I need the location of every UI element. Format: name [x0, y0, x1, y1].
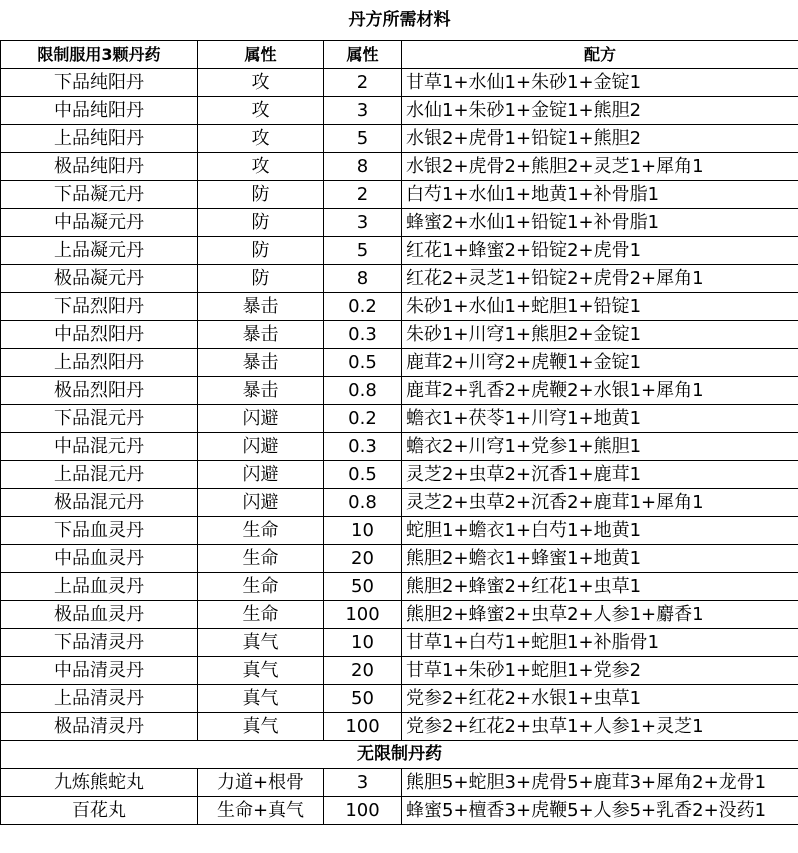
- recipe-cell: 熊胆5+蛇胆3+虎骨5+鹿茸3+犀角2+龙骨1: [402, 769, 798, 797]
- pill-name-cell: 上品纯阳丹: [1, 125, 198, 153]
- table-row: [1, 237, 798, 265]
- pill-name-cell: 中品血灵丹: [1, 545, 198, 573]
- header-recipe: 配方: [402, 41, 798, 69]
- pill-name-cell: 上品清灵丹: [1, 685, 198, 713]
- table-row: [1, 181, 798, 209]
- attribute-value-cell: 2: [324, 181, 402, 209]
- attribute-cell: 真气: [198, 685, 324, 713]
- attribute-cell: 闪避: [198, 405, 324, 433]
- attribute-value-cell: 8: [324, 153, 402, 181]
- attribute-value-cell: 20: [324, 657, 402, 685]
- attribute-value-cell: 5: [324, 237, 402, 265]
- attribute-cell: 攻: [198, 153, 324, 181]
- attribute-cell: 生命: [198, 517, 324, 545]
- attribute-cell: 闪避: [198, 489, 324, 517]
- pill-name-cell: 百花丸: [1, 797, 198, 825]
- table-row: [1, 657, 798, 685]
- attribute-value-cell: 100: [324, 601, 402, 629]
- recipe-cell: 蛇胆1+蟾衣1+白芍1+地黄1: [402, 517, 798, 545]
- attribute-value-cell: 8: [324, 265, 402, 293]
- pill-name-cell: 上品凝元丹: [1, 237, 198, 265]
- pill-name-cell: 下品清灵丹: [1, 629, 198, 657]
- recipe-cell: 白芍1+水仙1+地黄1+补骨脂1: [402, 181, 798, 209]
- pill-name-cell: 中品纯阳丹: [1, 97, 198, 125]
- header-name: 限制服用3颗丹药: [1, 41, 198, 69]
- table-row: [1, 461, 798, 489]
- attribute-cell: 闪避: [198, 433, 324, 461]
- table-row: [1, 405, 798, 433]
- attribute-cell: 攻: [198, 97, 324, 125]
- attribute-value-cell: 50: [324, 573, 402, 601]
- attribute-cell: 防: [198, 209, 324, 237]
- pill-name-cell: 中品烈阳丹: [1, 321, 198, 349]
- table-row: [1, 489, 798, 517]
- attribute-cell: 暴击: [198, 321, 324, 349]
- attribute-value-cell: 20: [324, 545, 402, 573]
- attribute-cell: 防: [198, 181, 324, 209]
- pill-name-cell: 极品清灵丹: [1, 713, 198, 741]
- attribute-value-cell: 50: [324, 685, 402, 713]
- table-row: [1, 321, 798, 349]
- table-row: [1, 293, 798, 321]
- attribute-value-cell: 0.3: [324, 321, 402, 349]
- table-row: [1, 349, 798, 377]
- attribute-cell: 力道+根骨: [198, 769, 324, 797]
- table-row: [1, 601, 798, 629]
- attribute-cell: 闪避: [198, 461, 324, 489]
- recipe-cell: 蟾衣1+茯苓1+川穹1+地黄1: [402, 405, 798, 433]
- attribute-cell: 暴击: [198, 349, 324, 377]
- recipe-cell: 鹿茸2+川穹2+虎鞭1+金锭1: [402, 349, 798, 377]
- pill-name-cell: 中品清灵丹: [1, 657, 198, 685]
- header-row: [1, 41, 798, 69]
- attribute-value-cell: 0.5: [324, 461, 402, 489]
- attribute-value-cell: 0.2: [324, 293, 402, 321]
- attribute-cell: 攻: [198, 69, 324, 97]
- attribute-value-cell: 0.8: [324, 377, 402, 405]
- attribute-cell: 生命: [198, 573, 324, 601]
- attribute-cell: 防: [198, 237, 324, 265]
- attribute-value-cell: 5: [324, 125, 402, 153]
- table-row: [1, 545, 798, 573]
- attribute-value-cell: 3: [324, 209, 402, 237]
- pill-name-cell: 极品血灵丹: [1, 601, 198, 629]
- attribute-cell: 暴击: [198, 293, 324, 321]
- header-value: 属性: [324, 41, 402, 69]
- recipe-cell: 熊胆2+蟾衣1+蜂蜜1+地黄1: [402, 545, 798, 573]
- attribute-value-cell: 0.5: [324, 349, 402, 377]
- table-row: [1, 125, 798, 153]
- pill-name-cell: 下品混元丹: [1, 405, 198, 433]
- title-row: [1, 0, 798, 41]
- recipe-cell: 熊胆2+蜂蜜2+虫草2+人参1+麝香1: [402, 601, 798, 629]
- attribute-cell: 暴击: [198, 377, 324, 405]
- recipe-cell: 朱砂1+水仙1+蛇胆1+铅锭1: [402, 293, 798, 321]
- recipe-cell: 灵芝2+虫草2+沉香1+鹿茸1: [402, 461, 798, 489]
- pill-name-cell: 极品纯阳丹: [1, 153, 198, 181]
- recipe-cell: 红花1+蜂蜜2+铅锭2+虎骨1: [402, 237, 798, 265]
- table-row: [1, 573, 798, 601]
- recipe-cell: 灵芝2+虫草2+沉香2+鹿茸1+犀角1: [402, 489, 798, 517]
- table-row: [1, 769, 798, 797]
- attribute-cell: 真气: [198, 657, 324, 685]
- pill-name-cell: 上品烈阳丹: [1, 349, 198, 377]
- attribute-value-cell: 100: [324, 713, 402, 741]
- pill-name-cell: 下品烈阳丹: [1, 293, 198, 321]
- pill-name-cell: 上品混元丹: [1, 461, 198, 489]
- unlimited-section-label: 无限制丹药: [1, 741, 798, 769]
- table-row: [1, 433, 798, 461]
- table-row: [1, 69, 798, 97]
- pill-name-cell: 极品凝元丹: [1, 265, 198, 293]
- section-row: [1, 741, 798, 769]
- attribute-value-cell: 3: [324, 97, 402, 125]
- pill-name-cell: 极品烈阳丹: [1, 377, 198, 405]
- table-row: [1, 517, 798, 545]
- pill-name-cell: 中品凝元丹: [1, 209, 198, 237]
- recipe-cell: 水银2+虎骨2+熊胆2+灵芝1+犀角1: [402, 153, 798, 181]
- table-row: [1, 209, 798, 237]
- recipe-cell: 水仙1+朱砂1+金锭1+熊胆2: [402, 97, 798, 125]
- attribute-cell: 生命: [198, 545, 324, 573]
- pill-name-cell: 极品混元丹: [1, 489, 198, 517]
- attribute-cell: 真气: [198, 713, 324, 741]
- recipe-cell: 甘草1+水仙1+朱砂1+金锭1: [402, 69, 798, 97]
- recipe-cell: 鹿茸2+乳香2+虎鞭2+水银1+犀角1: [402, 377, 798, 405]
- attribute-cell: 防: [198, 265, 324, 293]
- recipe-cell: 甘草1+白芍1+蛇胆1+补脂骨1: [402, 629, 798, 657]
- table-row: [1, 377, 798, 405]
- pill-name-cell: 九炼熊蛇丸: [1, 769, 198, 797]
- recipe-cell: 蜂蜜5+檀香3+虎鞭5+人参5+乳香2+没药1: [402, 797, 798, 825]
- recipe-cell: 红花2+灵芝1+铅锭2+虎骨2+犀角1: [402, 265, 798, 293]
- attribute-value-cell: 100: [324, 797, 402, 825]
- attribute-value-cell: 0.8: [324, 489, 402, 517]
- attribute-value-cell: 10: [324, 629, 402, 657]
- header-attr: 属性: [198, 41, 324, 69]
- recipe-cell: 蟾衣2+川穹1+党参1+熊胆1: [402, 433, 798, 461]
- recipe-cell: 党参2+红花2+水银1+虫草1: [402, 685, 798, 713]
- recipe-cell: 熊胆2+蜂蜜2+红花1+虫草1: [402, 573, 798, 601]
- table-row: [1, 153, 798, 181]
- table-row: [1, 797, 798, 825]
- attribute-value-cell: 0.2: [324, 405, 402, 433]
- attribute-cell: 生命: [198, 601, 324, 629]
- recipe-cell: 朱砂1+川穹1+熊胆2+金锭1: [402, 321, 798, 349]
- attribute-cell: 攻: [198, 125, 324, 153]
- pill-name-cell: 下品凝元丹: [1, 181, 198, 209]
- pill-name-cell: 下品血灵丹: [1, 517, 198, 545]
- table-row: [1, 685, 798, 713]
- pill-name-cell: 下品纯阳丹: [1, 69, 198, 97]
- recipe-cell: 水银2+虎骨1+铅锭1+熊胆2: [402, 125, 798, 153]
- recipe-cell: 甘草1+朱砂1+蛇胆1+党参2: [402, 657, 798, 685]
- attribute-value-cell: 3: [324, 769, 402, 797]
- table-row: [1, 97, 798, 125]
- recipe-cell: 蜂蜜2+水仙1+铅锭1+补骨脂1: [402, 209, 798, 237]
- attribute-cell: 真气: [198, 629, 324, 657]
- attribute-cell: 生命+真气: [198, 797, 324, 825]
- pill-name-cell: 中品混元丹: [1, 433, 198, 461]
- pill-name-cell: 上品血灵丹: [1, 573, 198, 601]
- attribute-value-cell: 0.3: [324, 433, 402, 461]
- table-row: [1, 629, 798, 657]
- table-row: [1, 713, 798, 741]
- table-row: [1, 265, 798, 293]
- recipe-cell: 党参2+红花2+虫草1+人参1+灵芝1: [402, 713, 798, 741]
- table-title: 丹方所需材料: [1, 0, 798, 41]
- attribute-value-cell: 10: [324, 517, 402, 545]
- attribute-value-cell: 2: [324, 69, 402, 97]
